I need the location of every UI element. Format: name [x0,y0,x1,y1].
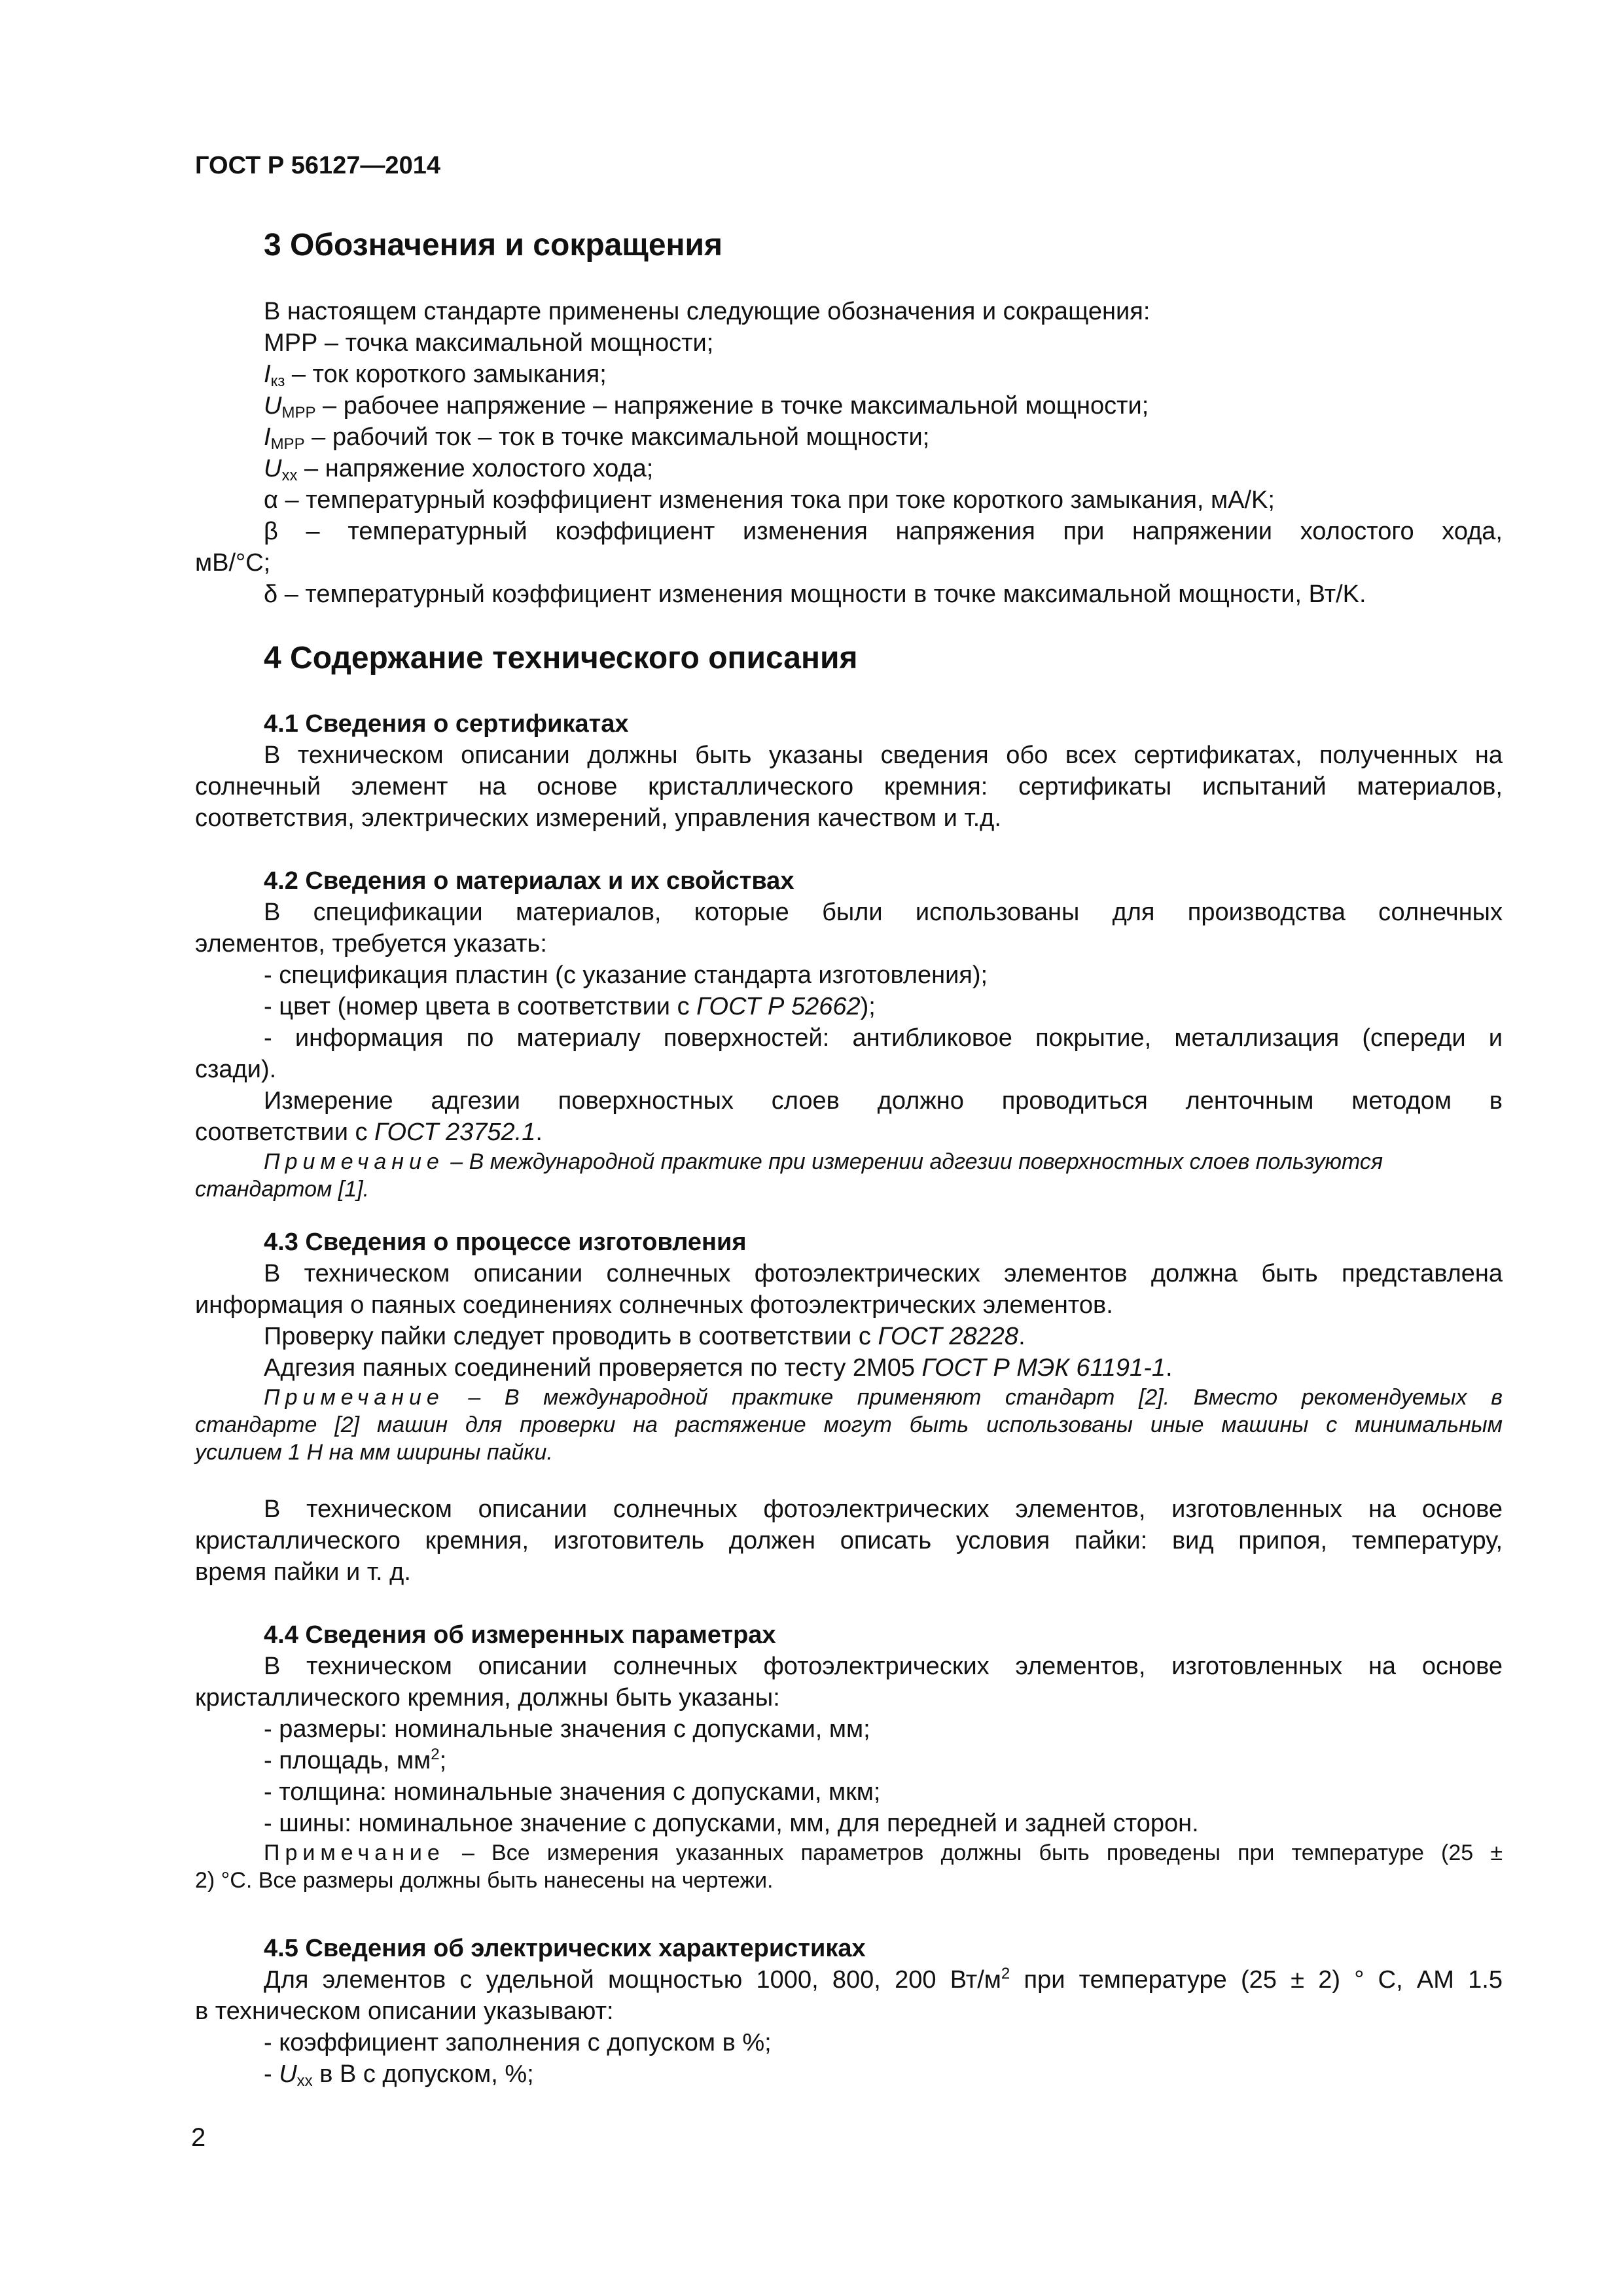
s42-note: Примечание – В международной практике при измерении адгезии поверхностных слоев пользуются стандартом [1]. [195,1149,1383,1202]
section-4-3-title: 4.3 Сведения о процессе изготовления [264,1229,747,1256]
s43-line3: Проверку пайки следует проводить в соответствии с ГОСТ 28228. [264,1323,1026,1350]
s41-line1: В техническом описании должны быть указаны сведения обо всех сертификатах, полученных на [264,742,1503,769]
s41-line3: соответствия, электрических измерений, управления качеством и т.д. [195,804,1001,832]
note-label: Примечание [264,1385,444,1410]
s42-line6: сзади). [195,1056,277,1083]
section-4-5-body [195,1964,1503,2090]
s3-umpp: $U_{МРР}$ – рабочее напряжение – напряжение в точке максимальной мощности; [264,392,1149,422]
s3-delta: δ – температурный коэффициент изменения мощности в точке максимальной мощности, Вт/K. [264,581,1366,608]
s42-line2: элементов, требуется указать: [195,930,547,958]
section-4-1-title: 4.1 Сведения о сертификатах [264,710,629,738]
s43-line1: В техническом описании солнечных фотоэлектрических элементов должна быть представлена [264,1260,1503,1287]
s42-line5: - информация по материалу поверхностей: антибликовое покрытие, металлизация (спереди и [264,1024,1503,1052]
s44-line5: - толщина: номинальные значения с допусками, мкм; [264,1778,881,1806]
s44-line6: - шины: номинальное значение с допусками, мм, для передней и задней сторон. [264,1810,1199,1837]
note-label: Примечание [264,1149,444,1174]
s45-line4: - $U_{хх}$ в В с допуском, %; [264,2060,534,2090]
page-number: 2 [191,2123,206,2152]
section-4-4-body [195,1651,1503,1894]
s42-line8: соответствии с ГОСТ 23752.1. [195,1119,543,1146]
section-4-3-body [195,1258,1503,1466]
ref-gost-61191: ГОСТ Р МЭК 61191-1 [921,1354,1166,1382]
s42-line3: - спецификация пластин (с указание стандарта изготовления); [264,961,988,989]
ref-gost-52662: ГОСТ Р 52662 [696,993,861,1020]
section-3-body [195,296,1503,610]
s44-line4: - площадь, $мм^2$; [264,1746,447,1774]
s44-line3: - размеры: номинальные значения с допусками, мм; [264,1715,870,1743]
section-4-5-title: 4.5 Сведения об электрических характеристиках [264,1935,866,1962]
s43-note: Примечание – В международной практике применяют стандарт [2]. Вместо рекомендуемых в стандарте [2] машин для проверки на растяжение могут быть использованы иные машины с минимальным усилием 1 Н на мм ширины пайки. [195,1385,1503,1465]
s3-uxx: $U_{хх}$ – напряжение холостого хода; [264,455,654,484]
s3-ikz: $I_{кз}$ – ток короткого замыкания; [264,361,607,390]
s42-line1: В спецификации материалов, которые были использованы для производства солнечных [264,899,1503,926]
ref-gost-23752: ГОСТ 23752.1 [374,1119,536,1146]
section-4-4-title: 4.4 Сведения об измеренных параметрах [264,1621,776,1649]
s42-line4: - цвет (номер цвета в соответствии с ГОСТ Р 52662); [264,993,876,1020]
section-4-3-paragraph-2: В техническом описании солнечных фотоэлектрических элементов, изготовленных на основе кристаллического кремния, изготовитель должен описать условия пайки: вид припоя, температуру, время пайки и т. д. [195,1496,1503,1586]
section-4-1-body [195,740,1503,834]
section-4-title: 4 Содержание технического описания [264,641,858,675]
s44-line1: В техническом описании солнечных фотоэлектрических элементов, изготовленных на основе [264,1653,1503,1680]
s44-note: Примечание – Все измерения указанных параметров должны быть проведены при температуре (25 ± 2) °С. Все размеры должны быть нанесены на чертежи. [195,1840,1503,1893]
s3-intro: В настоящем стандарте применены следующие обозначения и сокращения: [264,298,1150,325]
s42-line7: Измерение адгезии поверхностных слоев должно проводиться ленточным методом в [264,1087,1503,1115]
s3-impp: $I_{МРР}$ – рабочий ток – ток в точке максимальной мощности; [264,423,930,453]
s3-beta-line1: β – температурный коэффициент изменения напряжения при напряжении холостого хода, [264,518,1503,545]
s3-mpp: МРР – точка максимальной мощности; [264,329,714,357]
section-3-title: 3 Обозначения и сокращения [264,228,723,262]
s45-line3: - коэффициент заполнения с допуском в %; [264,2029,772,2056]
s41-line2: солнечный элемент на основе кристаллического кремния: сертификаты испытаний материалов, [195,773,1503,800]
s45-line2: в техническом описании указывают: [195,1998,614,2025]
s43-line4: Адгезия паяных соединений проверяется по тесту 2М05 ГОСТ Р МЭК 61191-1. [264,1354,1173,1382]
section-4-2-title: 4.2 Сведения о материалах и их свойствах [264,867,794,895]
ref-gost-28228: ГОСТ 28228 [878,1323,1019,1350]
s3-alpha: α – температурный коэффициент изменения тока при токе короткого замыкания, мА/K; [264,486,1275,514]
document-header: ГОСТ Р 56127—2014 [195,152,440,179]
s43-line2: информация о паяных соединениях солнечных фотоэлектрических элементов. [195,1291,1113,1319]
s45-line1: Для элементов с удельной мощностью 1000, 800, 200 $Вт/м^2$ при температуре (25 ± 2) ° С, АМ 1.5 [264,1965,1503,1994]
note-label: Примечание [264,1840,445,1865]
s44-line2: кристаллического кремния, должны быть указаны: [195,1684,780,1712]
section-4-2-body [195,897,1503,1203]
s3-beta-line2: мВ/°С; [195,549,271,577]
